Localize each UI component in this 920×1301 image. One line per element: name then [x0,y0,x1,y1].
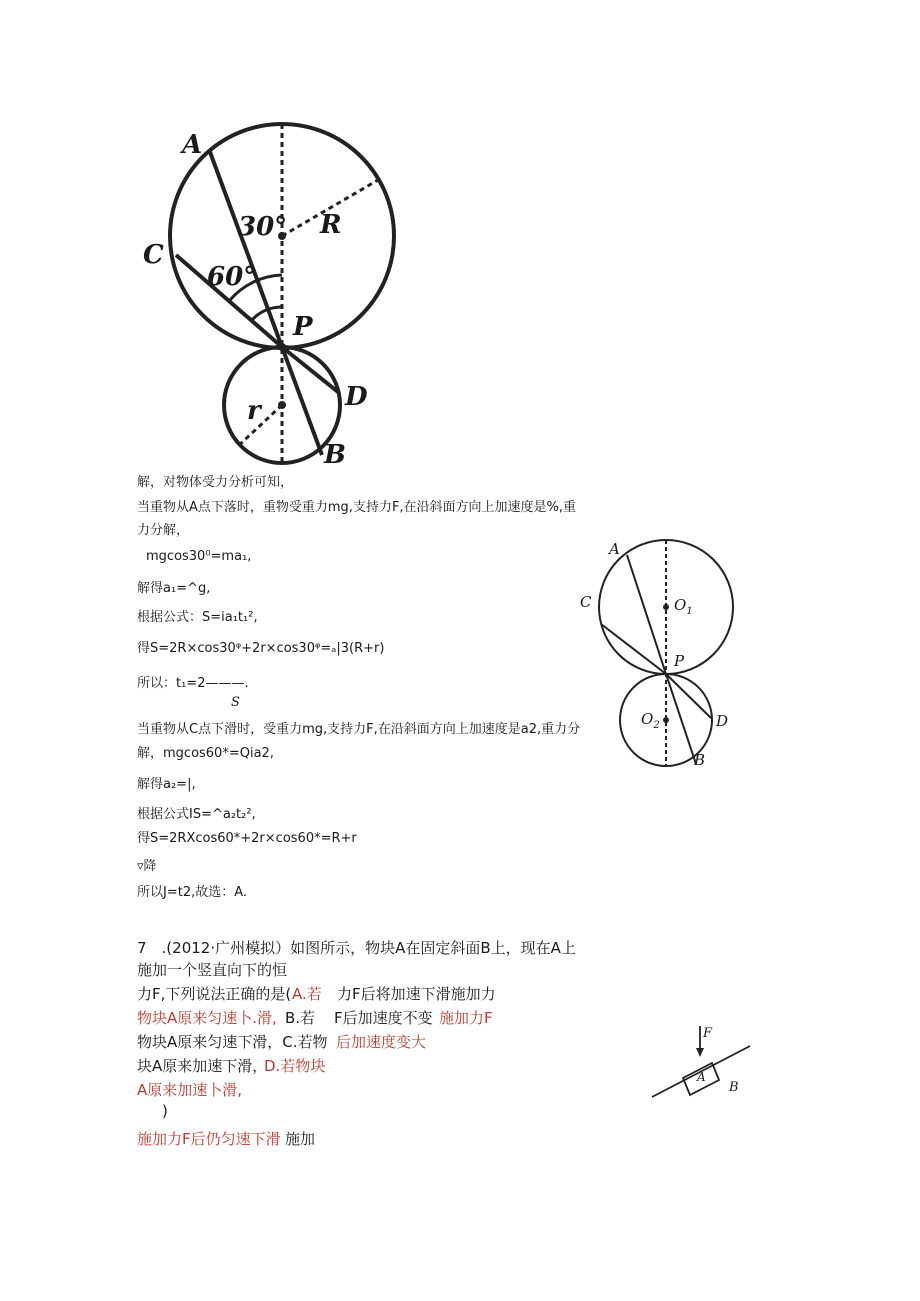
label-a-incline: A [697,1070,706,1084]
label-o1-sub: 1 [686,606,693,617]
question-line-5b: 后加速度变大 [336,1033,427,1051]
question-line-6a: 块A原来加速下滑， [137,1057,268,1075]
solution-line-6: 根据公式：S=ia₁t₁², [137,610,258,625]
solution-line-7: 得S=2R×cos30ᵠ+2r×cos30ᵠ=ₐ|3(R+r) [137,641,385,656]
label-b-small: B [694,751,706,769]
option-d-label: D.若物块 [264,1057,326,1075]
label-B-large: B [324,440,346,470]
label-60-large: 60° [207,262,257,292]
question-line-4d: 施加力F [439,1009,493,1027]
label-o2-letter: O [641,710,654,728]
question-line-5a: 物块A原来匀速下滑，C.若物 [137,1033,328,1051]
solution-line-9: 当重物从C点下滑时，受重力mg,支持力F,在沿斜面方向上加速度是a2,重力分 [137,722,581,737]
label-P-large: P [293,312,313,342]
label-a-large: A [182,130,203,160]
solution-line-14: ▿降 [137,859,157,874]
question-line-2: 施加一个竖直向下的恒 [137,961,288,979]
solution-line-15: 所以J=t2,故选：A. [137,885,248,900]
question-line-4c: F后加速度不变 [334,1009,433,1027]
solution-line-5: 解得a₁=^g, [137,581,211,596]
option-b-label: B.若 [285,1009,316,1027]
label-R-large: R [320,210,342,240]
solution-line-8b: S [231,695,240,710]
question-line-9b: 施加 [285,1130,316,1148]
solution-line-12: 根据公式IS=^a₂t₂², [137,807,256,822]
label-c-small: C [580,593,592,611]
force-arrowhead [696,1048,704,1057]
solution-line-3: 力分解， [137,523,190,538]
solution-line-8: 所以：t₁=2———. [137,676,249,691]
label-b-incline: B [729,1080,739,1095]
label-D-large: D [345,382,368,412]
question-line-4a: 物块A原来匀速卜.滑, [137,1009,277,1027]
label-30-large: 30° [238,212,288,242]
label-d-small: D [716,712,729,730]
question-line-3c: 力F后将加速下滑施加力 [337,985,496,1003]
solution-line-11: 解得a₂=|, [137,777,196,792]
label-a-small: A [609,540,620,558]
option-a-label: A.若 [292,985,322,1003]
solution-line-1: 解，对物体受力分析可知， [137,475,294,490]
question-line-8: ) [162,1102,168,1120]
question-line-9a: 施加力F后仍匀速下滑 [137,1130,281,1148]
label-p-small: P [674,652,685,670]
label-f-incline: F [703,1026,713,1041]
question-line-3a: 力F,下列说法正确的是( [137,985,292,1003]
question-line-7: A原来加速卜滑, [137,1081,243,1099]
solution-line-4: mgcos30⁰=ma₁, [146,549,252,564]
solution-line-13: 得S=2RXcos60*+2r×cos60*=R+r [137,831,357,846]
solution-line-10: 解，mgcos60*=Qia2, [137,746,274,761]
label-c-large: C [143,240,164,270]
label-r-large: r [247,396,261,426]
solution-line-2: 当重物从A点下落时，重物受重力mg,支持力F,在沿斜面方向上加速度是%,重 [137,500,577,515]
question-line-1: 7 .(2012·广州模拟）如图所示，物块A在固定斜面B上，现在A上 [137,939,576,957]
label-o1-letter: O [674,596,687,614]
label-o2-sub: 2 [653,720,660,731]
